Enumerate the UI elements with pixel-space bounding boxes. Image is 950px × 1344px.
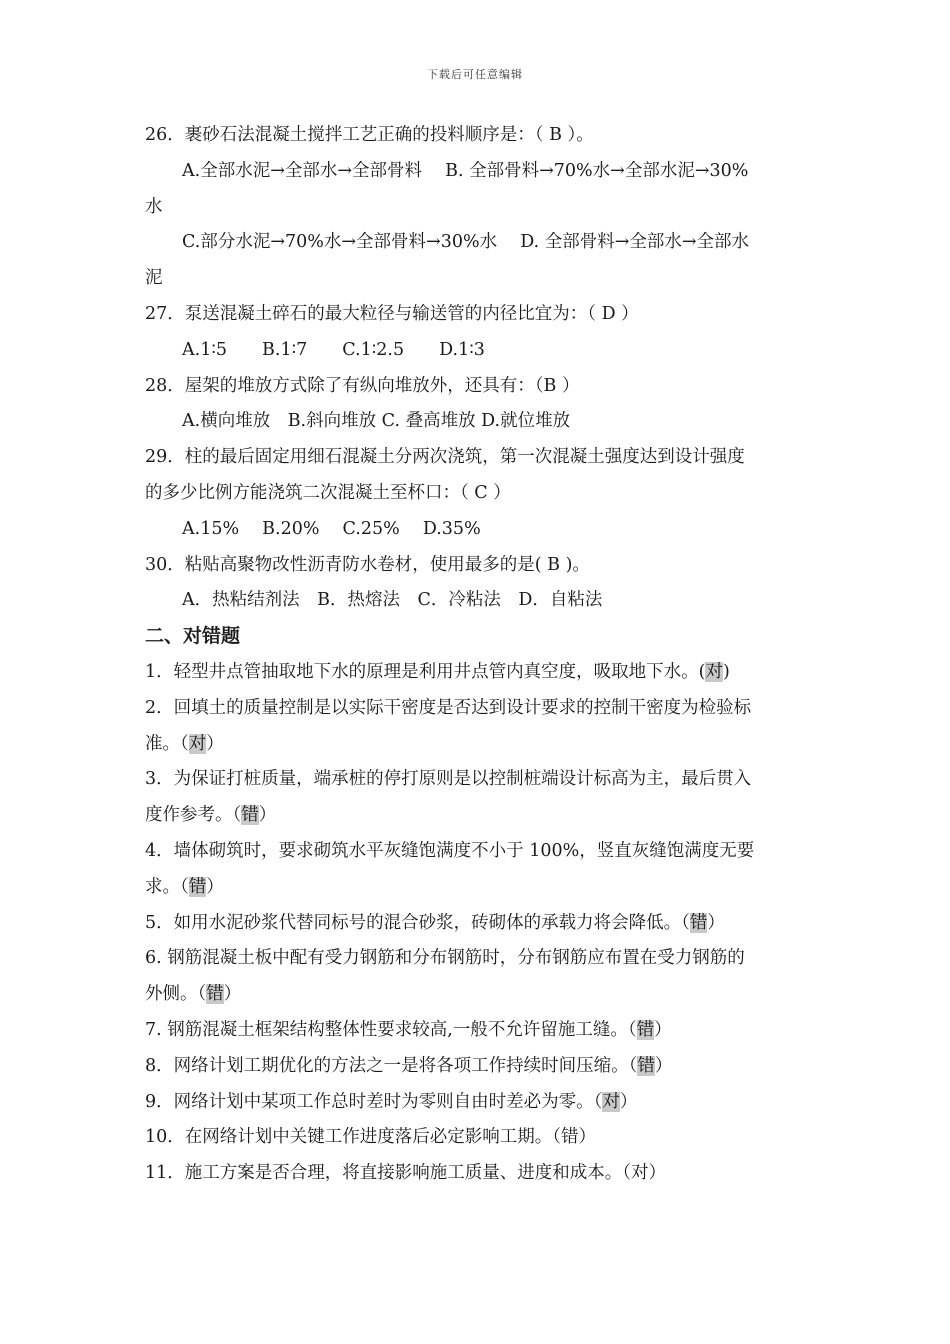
tf-item-9-text: 9．网络计划中某项工作总时差时为零则自由时差必为零。（ [145,1091,603,1112]
question-28-stem: 28．屋架的堆放方式除了有纵向堆放外，还具有：（B ） [145,375,580,396]
tf-item-6-close: ） [223,984,242,1005]
question-30-options: A．热粘结剂法 B．热熔法 C．冷粘法 D．自粘法 [182,590,603,611]
tf-item-4-text: 求。（ [145,876,189,897]
tf-item-7 [145,1013,810,1049]
tf-item-3: 3．为保证打桩质量，端承桩的停打原则是以控制桩端设计标高为主，最后贯入 [145,769,752,790]
question-26-stem: 26．裹砂石法混凝土搅拌工艺正确的投料顺序是：（ B ）。 [145,125,594,145]
question-29-stem-continued: 的多少比例方能浇筑二次混凝土至杯口：（ C ） [145,482,511,503]
tf-item-5-answer: 错 [689,912,708,933]
tf-item-3-answer: 错 [241,805,259,826]
tf-item-1-close: ) [722,661,730,682]
page-header: 下载后可任意编辑 [427,68,523,81]
tf-item-4: 4．墙体砌筑时，要求砌筑水平灰缝饱满度不小于 100%，竖直灰缝饱满度无要 [145,840,755,861]
tf-item-8 [145,1049,810,1085]
tf-item-4-close: ） [206,876,224,897]
tf-item-6-text: 外侧。（ [145,984,207,1005]
tf-item-3-continued [145,798,810,834]
tf-item-7-close: ） [654,1019,672,1040]
tf-item-2-text: 准。（ [145,733,189,754]
tf-item-11: 11．施工方案是否合理，将直接影响施工质量、进度和成本。（对） [145,1163,667,1184]
tf-item-2-answer: 对 [188,733,207,754]
question-27-options: A.1∶5 B.1∶7 C.1∶2.5 D.1∶3 [182,339,485,360]
question-26-option-d: D. 全部骨料→全部水→全部水 [520,232,750,253]
tf-item-5-text: 5．如用水泥砂浆代替同标号的混合砂浆，砖砌体的承载力将会降低。（ [145,912,690,933]
question-26-option-d-continued: 泥 [145,268,163,289]
question-26-options-row-1 [145,154,810,190]
section-heading-true-false: 二、对错题 [145,625,241,648]
tf-item-10: 10．在网络计划中关键工作进度落后必定影响工期。（错） [145,1127,597,1148]
question-26-option-b-continued: 水 [145,196,163,217]
tf-item-1-answer: 对 [705,661,723,682]
tf-item-7-text: 7. 钢筋混凝土框架结构整体性要求较高,一般不允许留施工缝。（ [145,1019,637,1040]
question-29-stem: 29．柱的最后固定用细石混凝土分两次浇筑，第一次混凝土强度达到设计强度 [145,447,745,468]
question-26-options-row-2 [145,225,810,261]
tf-item-6-answer: 错 [206,984,224,1005]
tf-item-8-text: 8．网络计划工期优化的方法之一是将各项工作持续时间压缩。（ [145,1055,638,1076]
tf-item-6: 6. 钢筋混凝土板中配有受力钢筋和分布钢筋时，分布钢筋应布置在受力钢筋的 [145,948,745,969]
question-30-stem: 30．粘贴高聚物改性沥青防水卷材，使用最多的是( B )。 [145,554,590,575]
tf-item-6-continued [145,977,810,1013]
question-26-option-c: C.部分水泥→70%水→全部骨料→30%水 [182,232,498,253]
tf-item-8-close: ） [654,1055,673,1076]
tf-item-5-close: ） [707,912,725,933]
question-29-options: A.15% B.20% C.25% D.35% [182,518,481,539]
tf-item-5 [145,906,810,942]
tf-item-2-continued [145,727,810,763]
document-body [145,118,810,1192]
tf-item-8-answer: 错 [637,1055,655,1076]
tf-item-9-close: ） [619,1091,638,1112]
tf-item-4-continued [145,870,810,906]
tf-item-4-answer: 错 [188,876,207,897]
tf-item-1 [145,655,810,691]
question-27-stem: 27．泵送混凝土碎石的最大粒径与输送管的内径比宜为：（ D ） [145,303,639,324]
question-26-option-a: A.全部水泥→全部水→全部骨料 [182,160,423,181]
tf-item-2-close: ） [206,733,224,754]
tf-item-2: 2．回填土的质量控制是以实际干密度是否达到设计要求的控制干密度为检验标 [145,697,752,718]
question-28-options: A.横向堆放 B.斜向堆放 C. 叠高堆放 D.就位堆放 [182,411,571,432]
question-26-option-b: B. 全部骨料→70%水→全部水泥→30% [445,160,749,181]
tf-item-3-close: ） [258,805,277,826]
tf-item-9-answer: 对 [602,1091,620,1112]
tf-item-1-text: 1．轻型井点管抽取地下水的原理是利用井点管内真空度，吸取地下水。( [145,661,706,682]
tf-item-7-answer: 错 [636,1019,655,1040]
tf-item-9 [145,1085,810,1121]
tf-item-3-text: 度作参考。（ [145,805,242,826]
